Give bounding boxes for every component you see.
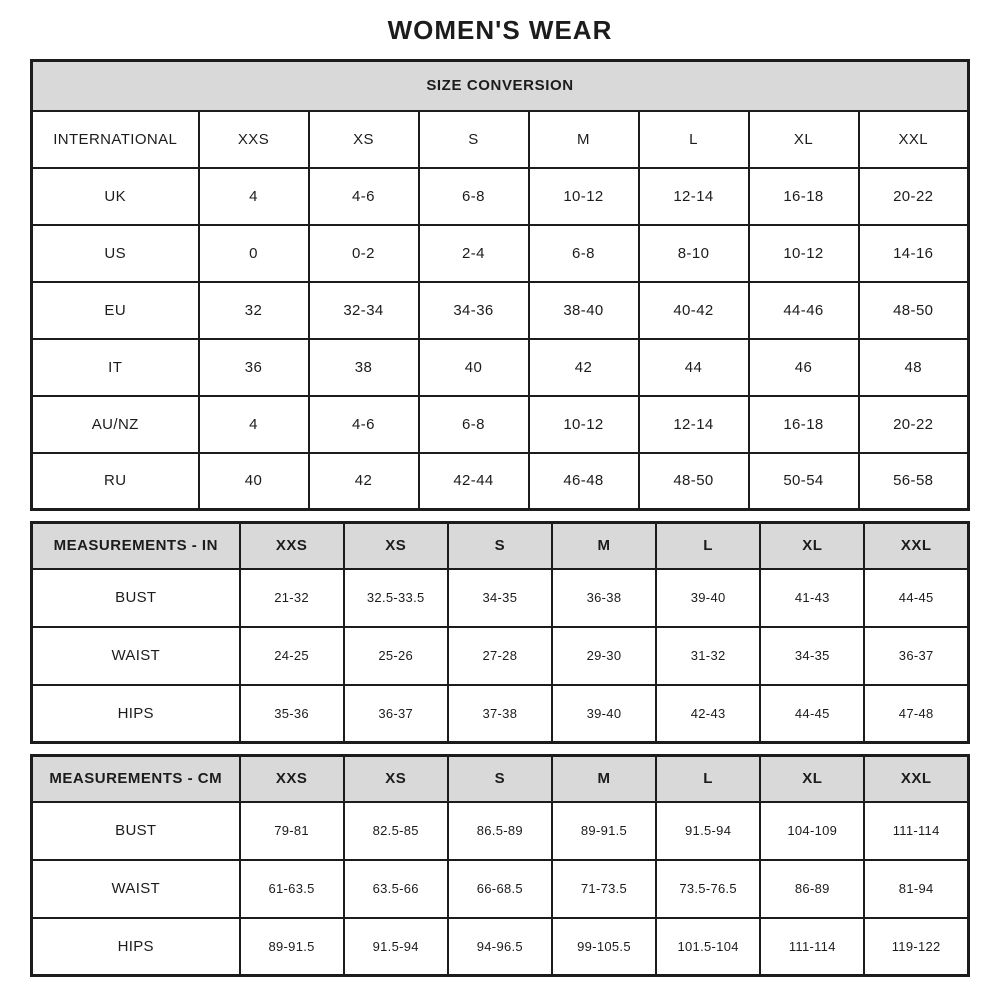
size-value-cell: 8-10 xyxy=(639,225,749,282)
measurements-cm-header: MEASUREMENTS - CM xyxy=(32,756,240,802)
size-value-cell: 48 xyxy=(859,339,969,396)
aunz-sizes-row xyxy=(32,396,969,453)
size-value-cell: 44 xyxy=(639,339,749,396)
size-value-cell: 14-16 xyxy=(859,225,969,282)
size-value-cell: 20-22 xyxy=(859,396,969,453)
size-value-cell: 36 xyxy=(199,339,309,396)
size-value-cell: 10-12 xyxy=(749,225,859,282)
size-value-cell: 16-18 xyxy=(749,168,859,225)
size-value-cell: 40 xyxy=(199,453,309,510)
measurement-value-cell: 86.5-89 xyxy=(448,802,552,860)
size-header-cell: M xyxy=(552,523,656,569)
size-header-cell: XL xyxy=(760,756,864,802)
size-value-cell: 42-44 xyxy=(419,453,529,510)
measurement-value-cell: 37-38 xyxy=(448,685,552,743)
size-value-cell: 2-4 xyxy=(419,225,529,282)
size-header-cell: XXS xyxy=(199,111,309,168)
size-value-cell: 44-46 xyxy=(749,282,859,339)
measurement-value-cell: 44-45 xyxy=(864,569,968,627)
measurement-value-cell: 29-30 xyxy=(552,627,656,685)
size-header-cell: L xyxy=(656,756,760,802)
size-value-cell: 10-12 xyxy=(529,168,639,225)
size-header-cell: XXL xyxy=(859,111,969,168)
size-value-cell: 16-18 xyxy=(749,396,859,453)
measurement-value-cell: 36-37 xyxy=(344,685,448,743)
ru-sizes-row xyxy=(32,453,969,510)
uk-sizes-row xyxy=(32,168,969,225)
measurement-value-cell: 91.5-94 xyxy=(344,918,448,976)
bust-in-row xyxy=(32,569,969,627)
size-value-cell: 0-2 xyxy=(309,225,419,282)
size-value-cell: 48-50 xyxy=(639,453,749,510)
measurement-value-cell: 39-40 xyxy=(552,685,656,743)
size-value-cell: 12-14 xyxy=(639,396,749,453)
row-label-cell: WAIST xyxy=(32,860,240,918)
size-value-cell: 42 xyxy=(529,339,639,396)
size-header-cell: XS xyxy=(344,523,448,569)
measurement-value-cell: 44-45 xyxy=(760,685,864,743)
measurement-value-cell: 25-26 xyxy=(344,627,448,685)
measurement-value-cell: 63.5-66 xyxy=(344,860,448,918)
row-label-cell: HIPS xyxy=(32,918,240,976)
size-value-cell: 40 xyxy=(419,339,529,396)
size-value-cell: 32 xyxy=(199,282,309,339)
measurement-value-cell: 89-91.5 xyxy=(552,802,656,860)
eu-sizes-row xyxy=(32,282,969,339)
size-value-cell: 34-36 xyxy=(419,282,529,339)
measurement-value-cell: 61-63.5 xyxy=(240,860,344,918)
size-header-cell: XS xyxy=(344,756,448,802)
measurement-value-cell: 34-35 xyxy=(760,627,864,685)
measurement-value-cell: 24-25 xyxy=(240,627,344,685)
size-conversion-header: SIZE CONVERSION xyxy=(32,61,969,111)
measurement-value-cell: 34-35 xyxy=(448,569,552,627)
size-value-cell: 46-48 xyxy=(529,453,639,510)
size-value-cell: 40-42 xyxy=(639,282,749,339)
size-header-cell: XL xyxy=(749,111,859,168)
size-value-cell: 48-50 xyxy=(859,282,969,339)
measurement-value-cell: 36-37 xyxy=(864,627,968,685)
size-conversion-table xyxy=(30,59,970,511)
size-value-cell: 46 xyxy=(749,339,859,396)
row-label-cell: WAIST xyxy=(32,627,240,685)
measurement-value-cell: 104-109 xyxy=(760,802,864,860)
measurement-value-cell: 39-40 xyxy=(656,569,760,627)
measurements-cm-header-row xyxy=(32,756,969,802)
measurement-value-cell: 89-91.5 xyxy=(240,918,344,976)
measurement-value-cell: 73.5-76.5 xyxy=(656,860,760,918)
size-value-cell: 38 xyxy=(309,339,419,396)
measurement-value-cell: 99-105.5 xyxy=(552,918,656,976)
size-header-cell: XXL xyxy=(864,756,968,802)
row-label-cell: US xyxy=(32,225,199,282)
size-header-cell: XL xyxy=(760,523,864,569)
size-value-cell: 20-22 xyxy=(859,168,969,225)
size-value-cell: 38-40 xyxy=(529,282,639,339)
measurement-value-cell: 91.5-94 xyxy=(656,802,760,860)
measurement-value-cell: 31-32 xyxy=(656,627,760,685)
measurement-value-cell: 111-114 xyxy=(760,918,864,976)
row-label-cell: BUST xyxy=(32,802,240,860)
measurement-value-cell: 71-73.5 xyxy=(552,860,656,918)
size-value-cell: 6-8 xyxy=(529,225,639,282)
size-header-cell: S xyxy=(448,523,552,569)
measurement-value-cell: 47-48 xyxy=(864,685,968,743)
row-label-cell: INTERNATIONAL xyxy=(32,111,199,168)
size-value-cell: 12-14 xyxy=(639,168,749,225)
size-value-cell: 4 xyxy=(199,168,309,225)
size-value-cell: 4-6 xyxy=(309,396,419,453)
it-sizes-row xyxy=(32,339,969,396)
measurement-value-cell: 94-96.5 xyxy=(448,918,552,976)
size-value-cell: 6-8 xyxy=(419,396,529,453)
row-label-cell: RU xyxy=(32,453,199,510)
row-label-cell: UK xyxy=(32,168,199,225)
size-value-cell: 10-12 xyxy=(529,396,639,453)
size-header-cell: M xyxy=(529,111,639,168)
us-sizes-row xyxy=(32,225,969,282)
hips-in-row xyxy=(32,685,969,743)
measurement-value-cell: 86-89 xyxy=(760,860,864,918)
measurement-value-cell: 101.5-104 xyxy=(656,918,760,976)
measurement-value-cell: 82.5-85 xyxy=(344,802,448,860)
hips-cm-row xyxy=(32,918,969,976)
measurement-value-cell: 21-32 xyxy=(240,569,344,627)
measurement-value-cell: 41-43 xyxy=(760,569,864,627)
size-value-cell: 4 xyxy=(199,396,309,453)
measurement-value-cell: 79-81 xyxy=(240,802,344,860)
measurement-value-cell: 35-36 xyxy=(240,685,344,743)
size-value-cell: 56-58 xyxy=(859,453,969,510)
measurement-value-cell: 81-94 xyxy=(864,860,968,918)
waist-cm-row xyxy=(32,860,969,918)
bust-cm-row xyxy=(32,802,969,860)
row-label-cell: AU/NZ xyxy=(32,396,199,453)
measurement-value-cell: 66-68.5 xyxy=(448,860,552,918)
row-label-cell: BUST xyxy=(32,569,240,627)
row-label-cell: IT xyxy=(32,339,199,396)
size-conversion-banner-row xyxy=(32,61,969,111)
measurements-cm-table xyxy=(30,754,970,977)
measurement-value-cell: 119-122 xyxy=(864,918,968,976)
size-value-cell: 0 xyxy=(199,225,309,282)
size-value-cell: 50-54 xyxy=(749,453,859,510)
measurement-value-cell: 111-114 xyxy=(864,802,968,860)
measurement-value-cell: 27-28 xyxy=(448,627,552,685)
measurement-value-cell: 32.5-33.5 xyxy=(344,569,448,627)
size-value-cell: 6-8 xyxy=(419,168,529,225)
size-value-cell: 32-34 xyxy=(309,282,419,339)
size-header-cell: L xyxy=(639,111,749,168)
size-header-cell: XXS xyxy=(240,756,344,802)
size-header-cell: XXL xyxy=(864,523,968,569)
waist-in-row xyxy=(32,627,969,685)
size-value-cell: 4-6 xyxy=(309,168,419,225)
size-header-cell: S xyxy=(448,756,552,802)
measurement-value-cell: 36-38 xyxy=(552,569,656,627)
size-header-cell: M xyxy=(552,756,656,802)
measurement-value-cell: 42-43 xyxy=(656,685,760,743)
page-title: WOMEN'S WEAR xyxy=(387,15,613,45)
measurements-in-header: MEASUREMENTS - IN xyxy=(32,523,240,569)
size-header-cell: XS xyxy=(309,111,419,168)
size-header-cell: XXS xyxy=(240,523,344,569)
measurements-in-header-row xyxy=(32,523,969,569)
size-header-cell: S xyxy=(419,111,529,168)
measurements-in-table xyxy=(30,521,970,744)
row-label-cell: EU xyxy=(32,282,199,339)
row-label-cell: HIPS xyxy=(32,685,240,743)
size-header-cell: L xyxy=(656,523,760,569)
international-sizes-row xyxy=(32,111,969,168)
size-value-cell: 42 xyxy=(309,453,419,510)
